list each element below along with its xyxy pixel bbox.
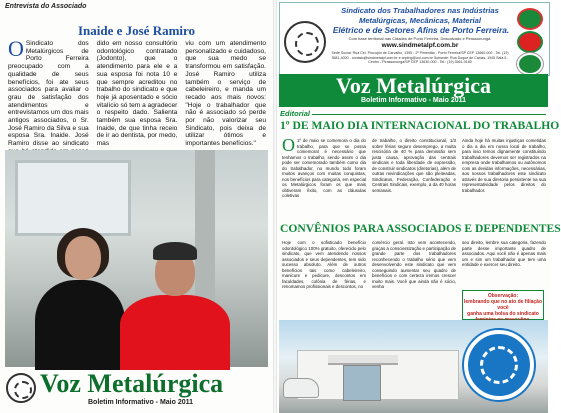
photo-window (15, 160, 131, 236)
convenios-text-3: seu direito, lembre sua categoria, fazendo parte desse importante quadro de associados. Aqui você não é apenas mais um e sim um trabalhador que tem uma entidade e exercer seu direito. (462, 240, 546, 267)
header-line-3: Elétrico e de Setores Afins de Porto Ferreira. (332, 25, 510, 35)
editorial-columns (282, 135, 546, 220)
editorial-text-1: 1º de maio se comemora o dia do trabalho, para que se possa comemorar é necessário que tenhamos o trabalho, sendo assim o dia pode ser comemorado também como dia do trabalhador, no mundo todo foram muitos avanços com muitas conquistas, nos benefícios para categoria, em especial os Metalúrgicos foram os que mais obtiveram êxito, com as cláusulas coletivas (282, 138, 366, 198)
editorial-column-2 (372, 138, 456, 220)
convenios-column-1 (282, 240, 366, 310)
building-door (343, 365, 381, 401)
header-line-1: Sindicato dos Trabalhadores nas Indústrias (341, 6, 499, 15)
header-line-2: Metalúrgicas, Mecânicas, Material (359, 16, 481, 25)
interview-columns (8, 36, 267, 148)
right-page (277, 0, 561, 413)
left-page (0, 0, 273, 413)
header-address: Sede Social: Rua Cel. Procópio de Carvalho, 1395 - 2º Pimentão - Porto Ferreira/SP CEP 13660-000 - Tel. (19) 3581-4000 - contato@sindmetalpf.com.br e cnpfng@uol.com.br Subsede: Rua Duque de Caxias, 1945 Sala 5 - Centro - Pirassununga/SP CEP 13630-000 - Tel.: (19) 3561-0180 (331, 51, 509, 65)
editorial-column-1 (282, 135, 366, 220)
convenios-text-2: comércio geral. Isto vem acontecendo, graças a conscientização e participação de grande parte dos trabalhadores reconhecendo o trabalho sério que vem desenvolvendo este sindicato que vem conseguindo aumentar seu quadro de benefícios e com certeza iremos crescer muito mais. Você que ainda não é sócio, venha (372, 240, 456, 289)
convenios-column-2 (372, 240, 456, 310)
car (283, 378, 319, 398)
interview-text-3: viu com um atendimento personalizado e cuidadoso, que sua medo se transformou em satisfação. José Ramiro utiliza também o serviço de cabeleireiro, e manda um recado aos mais novos: "Hoje o trabalhador que não é associado só perde por não valorizar seu Sindicato, pois deixa de utilizar ótimos e importantes benefícios." (185, 40, 267, 148)
union-seal-icon (464, 330, 534, 400)
emblem-icon (517, 53, 543, 75)
masthead (279, 74, 548, 107)
man-figure (120, 295, 230, 370)
observation-label: Observação: (487, 293, 519, 299)
editorial-text-2: de trabalho, o direito constitucional, 1/3 sobre férias seguro desemprego, a multa rescisória de 40 % para demissão sem justa causa, aprovação das centrais sindicais e toda liberdade de expressão, de construir sindicatos (diretorias), além de outras reivindicações que são pleiteadas, Sindicatos, Federação, Confederação e Centrais Sindicais, exemplo, a da 40 horas semanais. (372, 138, 456, 193)
interview-column-3 (185, 40, 266, 148)
header-website: www.sindmetalpf.com.br (381, 42, 459, 49)
convenios-text-1: Hoje com o sofisticado benefício odontológico 100% gratuito, oferecido pelo sindicato, que vem atendendo nossos associados e seus dependentes, tem sido sucesso absoluto. Além de outros benefícios tais como cabeleireiro, manicure e pedicure, descontos em faculdades, colônia de férias, e renomamos profissionais e descontos, no (282, 240, 366, 289)
emblem-icon (517, 31, 543, 53)
dropcap: O (8, 36, 24, 61)
left-footer (0, 368, 273, 413)
observation-text-1: lembrando que no ato de filiação você (463, 299, 543, 311)
building-canopy (328, 355, 398, 365)
section-label: Entrevista do Associado (5, 3, 87, 10)
couple-photo (5, 150, 268, 367)
editorial-column-3 (462, 138, 546, 220)
masthead-title: Voz Metalúrgica (336, 73, 491, 98)
building (297, 350, 459, 400)
union-seal-icon (284, 21, 326, 63)
union-header (279, 2, 550, 76)
masthead-subtitle: Boletim Informativo - Maio 2011 (360, 97, 467, 104)
interview-title: Inaide e José Ramiro (77, 23, 196, 38)
union-seal-icon (6, 373, 36, 403)
headquarters-photo (279, 320, 548, 413)
interview-text-1: Sindicato dos Metalúrgicos de Porto Ferreira preocupado com a qualidade de seus benefícios, foi ate seus associados para avaliar o grau de satisfação dos atendimentos e entrevistamos um dos mais antigos associados, o Sr. José Ramiro da Silva e sua esposa Sra. Inaide. José Ramiro disse ao sindicato (8, 40, 89, 148)
woman-face (65, 236, 101, 280)
interview-text-2: dido em nosso consultório odontológico contratado (Jodonto), que o atendimento para ele e a sua esposa foi nota 10 e que sempre acreditou no trabalho do sindicato e que hoje já aposentado e sócio vitalício só tem a agradecer o respeito dado. Salienta também sua esposa Sra. Inaide, de que tinha receio de ir ao dentista, por medo, mas (96, 40, 178, 148)
dropcap: O (282, 135, 295, 155)
headline-convenios: CONVÊNIOS PARA ASSOCIADOS E DEPENDENTES (280, 222, 561, 235)
divider (312, 114, 546, 115)
section-editorial: Editorial (280, 109, 311, 118)
man-hair (153, 242, 197, 260)
observation-text-2: ganha uma bolsa do sindicato (467, 311, 539, 317)
editorial-text-3: Ainda hoje há muitas injustiças cometidas o dia a dia em nosso local de trabalho, para isso temos dignamente constituindo trabalhadores devemos ser registrados na empresa onde trabalhamos ou autônomos com as devidas informações, necessárias, aos nossos trabalhadores este sindicato através de sua diretoria persistente na sua representatividade pelos direitos do trabalhador. (462, 138, 546, 193)
header-base: Com base territorial nas Cidades de Porto Ferreira, Descalvado e Pirassununga. (348, 36, 492, 41)
interview-column-1 (8, 36, 89, 148)
footer-masthead: Voz Metalúrgica (40, 369, 224, 398)
headline-may-day: 1º DE MAIO DIA INTERNACIONAL DO TRABALHO (280, 119, 560, 132)
emblem-icon (517, 8, 543, 30)
observation-box (462, 290, 544, 320)
woman-figure (35, 280, 125, 370)
footer-boletim: Boletim Informativo - Maio 2011 (88, 399, 194, 406)
interview-column-2 (97, 40, 178, 148)
